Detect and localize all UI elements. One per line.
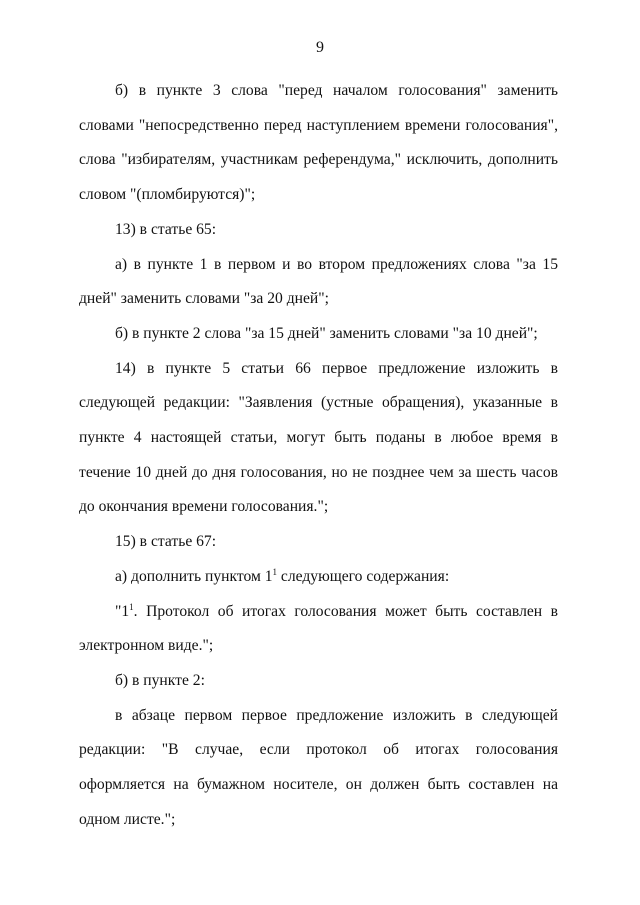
paragraph-item-a-point-1: а) в пункте 1 в первом и во втором предложениях слова "за 15 дней" заменить словами "за 20 дней"; — [79, 255, 558, 308]
paragraph-item-b-point-2: б) в пункте 2 слова "за 15 дней" заменить словами "за 10 дней"; — [115, 324, 538, 342]
paragraph-item-a-add-point — [79, 560, 558, 595]
paragraph-text: следующего содержания: — [277, 567, 450, 585]
paragraph-item-15-article-67: 15) в статье 67: — [115, 533, 217, 551]
superscript: 1 — [272, 566, 278, 577]
paragraph-text: "1 — [115, 602, 130, 620]
page-number: 9 — [316, 39, 324, 56]
paragraph-item-14-article-66: 14) в пункте 5 статьи 66 первое предложение изложить в следующей редакции: "Заявления (устные обращения), указанные в пункте 4 настоящей статьи, могут быть поданы в любое время в течение 10 дней до дня голосования, но не позднее чем за шесть часов до окончания времени голосования."; — [79, 359, 558, 516]
document-body — [79, 74, 558, 837]
paragraph-quoted-point-1-1 — [79, 595, 558, 664]
paragraph-text: . Протокол об итогах голосования может быть составлен в электронном виде."; — [79, 602, 558, 655]
superscript: 1 — [129, 601, 134, 612]
paragraph-item-b-point-3: б) в пункте 3 слова "перед началом голосования" заменить словами "непосредственно перед наступлением времени голосования", слова "избирателям, участникам референдума," исключить, дополнить словом "(пломбируются)"; — [79, 82, 558, 204]
paragraph-item-13-article-65: 13) в статье 65: — [115, 220, 217, 238]
paragraph-text: а) дополнить пунктом 1 — [115, 567, 273, 585]
paragraph-first-abzac: в абзаце первом первое предложение изложить в следующей редакции: "В случае, если протокол об итогах голосования оформляется на бумажном носителе, он должен быть составлен на одном листе."; — [79, 706, 558, 828]
paragraph-item-b-in-point-2: б) в пункте 2: — [115, 671, 205, 689]
